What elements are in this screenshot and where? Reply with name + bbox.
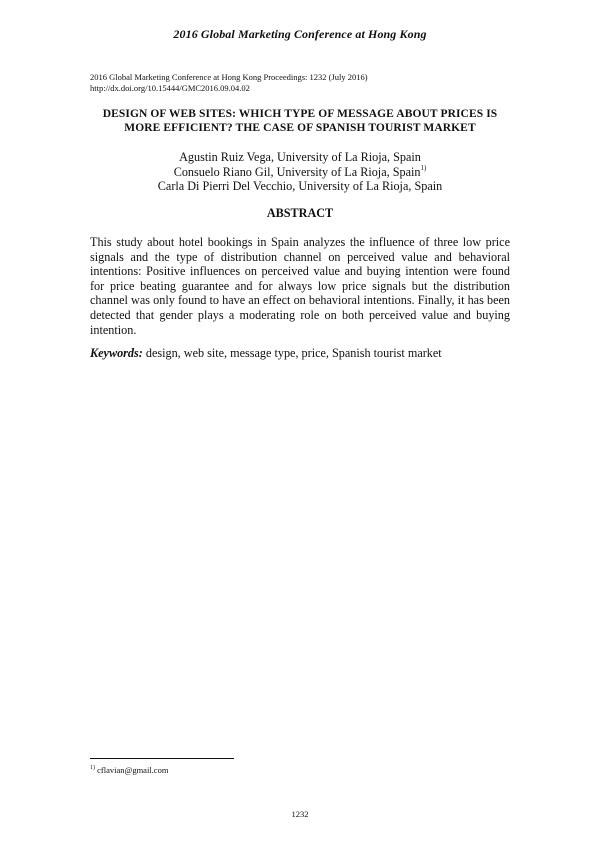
author-line-1 — [0, 150, 600, 165]
author-footnote-mark: 1) — [420, 163, 427, 172]
doi-link[interactable]: http://dx.doi.org/10.15444/GMC2016.09.04.02 — [90, 83, 250, 93]
footnote-divider — [90, 758, 234, 759]
author-list — [0, 150, 600, 194]
keywords — [90, 346, 510, 361]
author-name: Consuelo Riano Gil, University of La Rioja, Spain — [173, 164, 421, 179]
footnote-mark: 1) — [90, 765, 95, 771]
author-line-2 — [0, 165, 600, 180]
paper-title — [80, 107, 520, 135]
keywords-text: design, web site, message type, price, Spanish tourist market — [142, 346, 442, 360]
proceedings-info — [90, 72, 368, 94]
author-name: Carla Di Pierri Del Vecchio, University of La Rioja, Spain — [157, 179, 443, 193]
abstract-heading: ABSTRACT — [266, 206, 334, 220]
page-number: 1232 — [291, 809, 309, 819]
paper-title-line-2: MORE EFFICIENT? THE CASE OF SPANISH TOURIST MARKET — [124, 122, 476, 134]
paper-title-line-1: DESIGN OF WEB SITES: WHICH TYPE OF MESSAGE ABOUT PRICES IS — [102, 108, 498, 120]
author-line-3 — [0, 179, 600, 194]
author-name: Agustin Ruiz Vega, University of La Rioja, Spain — [179, 150, 421, 164]
keywords-label: Keywords: — [90, 346, 143, 360]
footnote-email[interactable]: cflavian@gmail.com — [95, 765, 169, 775]
footnote — [90, 765, 168, 775]
abstract-body: This study about hotel bookings in Spain analyzes the influence of three low price signals and the type of distribution channel on perceived value and behavioral intentions: Positive influences on perceived value and buying intention were found for price beating guarantee and for always low price signals but the distribution channel was only found to have an effect on behavioral intentions. Finally, it has been detected that gender plays a moderating role on both perceived value and buying intention. — [90, 235, 510, 337]
proceedings-citation: 2016 Global Marketing Conference at Hong Kong Proceedings: 1232 (July 2016) — [90, 72, 368, 82]
running-head: 2016 Global Marketing Conference at Hong Kong — [173, 27, 427, 41]
